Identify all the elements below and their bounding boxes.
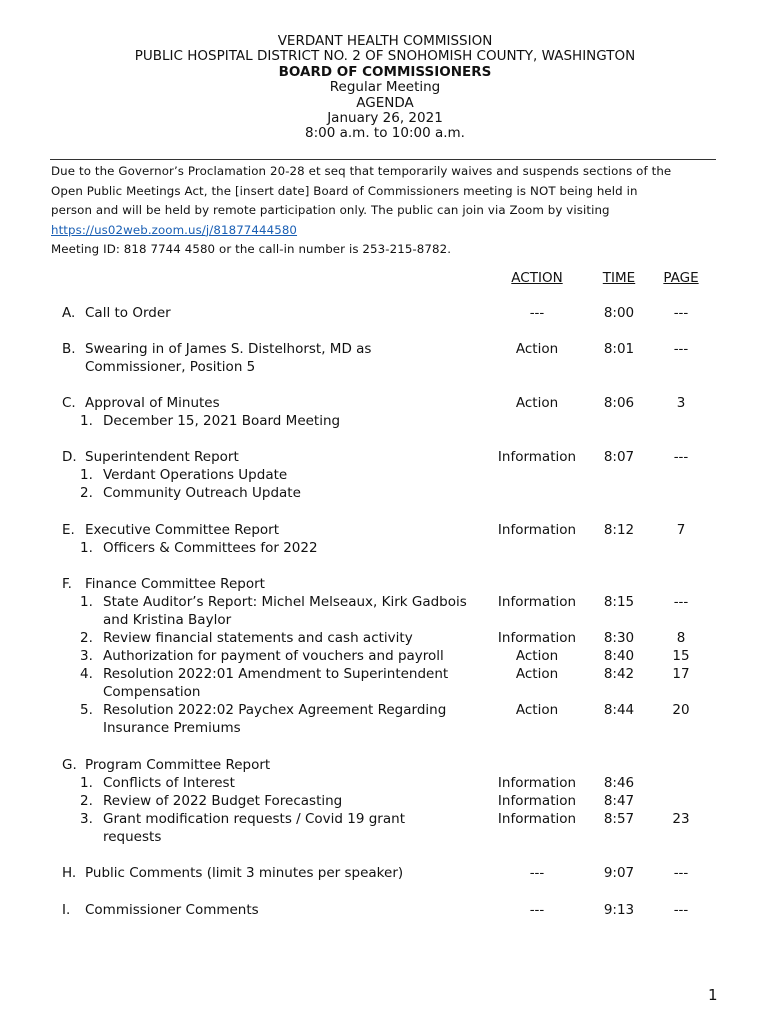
item-time: 8:06 bbox=[603, 395, 635, 411]
item-action: Information bbox=[497, 594, 577, 610]
sub-item-text: Officers & Committees for 2022 bbox=[103, 540, 318, 556]
sub-item-text: Verdant Operations Update bbox=[103, 467, 288, 483]
meeting-type: Regular Meeting bbox=[329, 79, 441, 96]
sub-item-text: Authorization for payment of vouchers and payroll bbox=[103, 648, 444, 664]
item-page: --- bbox=[673, 341, 689, 357]
sub-item bbox=[0, 466, 770, 484]
sub-item bbox=[0, 647, 770, 665]
sub-item bbox=[0, 484, 770, 502]
item-page: --- bbox=[673, 594, 689, 610]
item-page: 20 bbox=[672, 702, 690, 718]
item-time: 8:42 bbox=[603, 666, 635, 682]
sub-item-number: 1. bbox=[80, 413, 93, 429]
agenda-item-a bbox=[0, 304, 770, 322]
sub-item-number: 4. bbox=[80, 666, 93, 682]
item-time: 8:40 bbox=[603, 648, 635, 664]
sub-item-text-continued: Compensation bbox=[103, 684, 201, 700]
item-time: 8:57 bbox=[603, 811, 635, 827]
item-title: Commissioner Comments bbox=[85, 902, 259, 918]
agenda-item-e bbox=[0, 521, 770, 539]
sub-item bbox=[0, 701, 770, 719]
item-action: Information bbox=[497, 449, 577, 465]
item-action: Information bbox=[497, 793, 577, 809]
sub-item-text-continued: Insurance Premiums bbox=[103, 720, 241, 736]
sub-item-continued bbox=[0, 828, 770, 846]
item-time: 8:07 bbox=[603, 449, 635, 465]
agenda-item-d bbox=[0, 448, 770, 466]
item-page: 3 bbox=[676, 395, 686, 411]
item-time: 8:00 bbox=[603, 305, 635, 321]
sub-item-text: Resolution 2022:01 Amendment to Superintendent bbox=[103, 666, 449, 682]
column-header-action: ACTION bbox=[511, 270, 563, 286]
sub-item bbox=[0, 593, 770, 611]
agenda-item-b-continued bbox=[0, 358, 770, 376]
item-title: Executive Committee Report bbox=[85, 522, 279, 538]
item-label: D. bbox=[62, 449, 77, 465]
item-action: --- bbox=[529, 902, 545, 918]
item-title-continued: Commissioner, Position 5 bbox=[85, 359, 256, 375]
item-action: Action bbox=[515, 395, 559, 411]
item-time: 8:01 bbox=[603, 341, 635, 357]
item-time: 8:47 bbox=[603, 793, 635, 809]
item-label: B. bbox=[62, 341, 76, 357]
agenda-item-f bbox=[0, 575, 770, 593]
item-time: 8:12 bbox=[603, 522, 635, 538]
meeting-time: 8:00 a.m. to 10:00 a.m. bbox=[305, 125, 465, 142]
item-title: Program Committee Report bbox=[85, 757, 271, 773]
item-page: 17 bbox=[672, 666, 690, 682]
item-time: 9:07 bbox=[603, 865, 635, 881]
item-label: A. bbox=[62, 305, 76, 321]
item-label: G. bbox=[62, 757, 77, 773]
district-name: PUBLIC HOSPITAL DISTRICT NO. 2 OF SNOHOMISH COUNTY, WASHINGTON bbox=[134, 48, 636, 65]
item-page: 8 bbox=[676, 630, 686, 646]
item-action: Information bbox=[497, 522, 577, 538]
agenda-item-i bbox=[0, 901, 770, 919]
remote-meeting-notice bbox=[51, 162, 721, 260]
item-action: Action bbox=[515, 702, 559, 718]
item-page: --- bbox=[673, 305, 689, 321]
sub-item-number: 2. bbox=[80, 630, 93, 646]
item-title: Public Comments (limit 3 minutes per speaker) bbox=[85, 865, 404, 881]
item-label: F. bbox=[62, 576, 72, 592]
sub-item-number: 1. bbox=[80, 540, 93, 556]
agenda-item-c bbox=[0, 394, 770, 412]
item-page: --- bbox=[673, 865, 689, 881]
sub-item bbox=[0, 774, 770, 792]
sub-item-continued bbox=[0, 683, 770, 701]
item-title: Approval of Minutes bbox=[85, 395, 220, 411]
item-time: 9:13 bbox=[603, 902, 635, 918]
sub-item-text: Resolution 2022:02 Paychex Agreement Regarding bbox=[103, 702, 447, 718]
sub-item-continued bbox=[0, 719, 770, 737]
item-page: 7 bbox=[676, 522, 686, 538]
page-number: 1 bbox=[708, 986, 718, 1004]
item-title: Swearing in of James S. Distelhorst, MD as bbox=[85, 341, 372, 357]
item-label: C. bbox=[62, 395, 76, 411]
column-header-page: PAGE bbox=[663, 270, 699, 286]
item-action: Information bbox=[497, 811, 577, 827]
sub-item bbox=[0, 629, 770, 647]
agenda-item-b bbox=[0, 340, 770, 358]
sub-item-text: Community Outreach Update bbox=[103, 485, 301, 501]
sub-item bbox=[0, 810, 770, 828]
sub-item-number: 3. bbox=[80, 648, 93, 664]
sub-item-text: Conflicts of Interest bbox=[103, 775, 235, 791]
item-label: H. bbox=[62, 865, 77, 881]
sub-item-text: State Auditor’s Report: Michel Melseaux, Kirk Gadbois bbox=[103, 594, 467, 610]
item-time: 8:46 bbox=[603, 775, 635, 791]
item-page: 15 bbox=[672, 648, 690, 664]
column-header-time: TIME bbox=[602, 270, 636, 286]
item-title: Call to Order bbox=[85, 305, 171, 321]
sub-item-text-continued: and Kristina Baylor bbox=[103, 612, 232, 628]
item-label: E. bbox=[62, 522, 75, 538]
item-time: 8:30 bbox=[603, 630, 635, 646]
item-title: Superintendent Report bbox=[85, 449, 239, 465]
header-divider bbox=[50, 159, 716, 160]
item-time: 8:15 bbox=[603, 594, 635, 610]
notice-line: Due to the Governor’s Proclamation 20-28 et seq that temporarily waives and suspends sections of the bbox=[51, 164, 672, 178]
sub-item bbox=[0, 792, 770, 810]
sub-item-number: 1. bbox=[80, 467, 93, 483]
sub-item-number: 3. bbox=[80, 811, 93, 827]
zoom-link[interactable]: https://us02web.zoom.us/j/81877444580 bbox=[51, 222, 298, 237]
board-name: BOARD OF COMMISSIONERS bbox=[278, 63, 492, 80]
sub-item-text: Review of 2022 Budget Forecasting bbox=[103, 793, 343, 809]
item-action: Action bbox=[515, 341, 559, 357]
notice-line: Open Public Meetings Act, the [insert date] Board of Commissioners meeting is NOT being held in bbox=[51, 183, 638, 198]
sub-item-text: Grant modification requests / Covid 19 grant bbox=[103, 811, 405, 827]
notice-line: person and will be held by remote participation only. The public can join via Zoom by visiting bbox=[51, 203, 610, 217]
item-action: Action bbox=[515, 666, 559, 682]
item-action: Information bbox=[497, 630, 577, 646]
sub-item bbox=[0, 539, 770, 557]
meeting-date: January 26, 2021 bbox=[327, 110, 443, 127]
sub-item-number: 1. bbox=[80, 775, 93, 791]
item-label: I. bbox=[62, 902, 71, 918]
sub-item-number: 1. bbox=[80, 594, 93, 610]
sub-item bbox=[0, 412, 770, 430]
agenda-item-h bbox=[0, 864, 770, 882]
item-action: --- bbox=[529, 865, 545, 881]
agenda-item-g bbox=[0, 756, 770, 774]
sub-item-number: 5. bbox=[80, 702, 93, 718]
document-header bbox=[0, 34, 770, 142]
sub-item-continued bbox=[0, 611, 770, 629]
sub-item-text-continued: requests bbox=[103, 829, 162, 845]
item-action: Action bbox=[515, 648, 559, 664]
item-page: --- bbox=[673, 449, 689, 465]
item-title: Finance Committee Report bbox=[85, 576, 265, 592]
item-page: --- bbox=[673, 902, 689, 918]
sub-item-number: 2. bbox=[80, 793, 93, 809]
sub-item bbox=[0, 665, 770, 683]
sub-item-number: 2. bbox=[80, 485, 93, 501]
item-time: 8:44 bbox=[603, 702, 635, 718]
meeting-id-line: Meeting ID: 818 7744 4580 or the call-in number is 253-215-8782. bbox=[51, 242, 452, 256]
item-action: Information bbox=[497, 775, 577, 791]
org-name: VERDANT HEALTH COMMISSION bbox=[277, 33, 493, 49]
item-page: 23 bbox=[672, 811, 690, 827]
sub-item-text: December 15, 2021 Board Meeting bbox=[103, 413, 341, 429]
document-title: AGENDA bbox=[356, 94, 414, 111]
sub-item-text: Review financial statements and cash activity bbox=[103, 630, 413, 646]
item-action: --- bbox=[529, 305, 545, 321]
